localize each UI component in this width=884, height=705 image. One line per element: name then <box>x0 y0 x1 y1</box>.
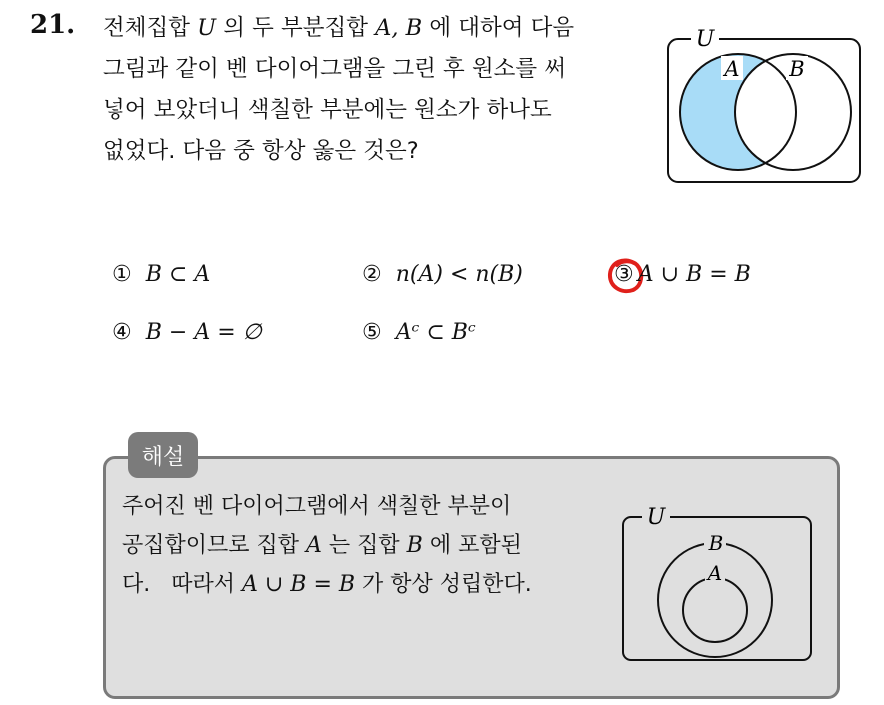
choice-expression: B − A = ∅ <box>145 320 262 345</box>
choice-number: ② <box>362 262 382 287</box>
choice-5[interactable] <box>362 320 476 345</box>
choice-expression: Aᶜ ⊂ Bᶜ <box>395 320 476 345</box>
math-symbol: U <box>197 15 217 41</box>
choice-expression: n(A) < n(B) <box>395 262 523 287</box>
math-expression: A ∪ B = B <box>241 572 356 597</box>
text-segment: 주어진 벤 다이어그램에서 색칠한 부분이 <box>122 494 512 519</box>
text-segment: 넣어 보았더니 색칠한 부분에는 원소가 하나도 <box>103 97 552 123</box>
inner-set-label: A <box>707 561 723 585</box>
math-symbol: A <box>306 533 322 558</box>
choice-2[interactable] <box>362 262 523 287</box>
universe-label: U <box>646 505 666 530</box>
solution-line <box>122 526 602 565</box>
choice-1[interactable] <box>112 262 210 287</box>
text-segment: 없었다. 다음 중 항상 옳은 것은? <box>103 138 419 164</box>
question-line <box>103 49 643 90</box>
solution-line <box>122 565 602 604</box>
text-segment: 다. 따라서 <box>122 572 242 597</box>
solution-tab: 해설 <box>128 432 198 478</box>
text-segment: 전체집합 <box>103 15 198 41</box>
choice-number: ⑤ <box>362 320 382 345</box>
question-text <box>103 8 643 172</box>
text-segment: 의 두 부분집합 <box>216 15 376 41</box>
text-segment: 그림과 같이 벤 다이어그램을 그린 후 원소를 써 <box>103 56 567 82</box>
text-segment: 에 포함된 <box>422 533 522 558</box>
choice-3[interactable] <box>614 262 751 287</box>
set-a-label: A <box>724 57 740 81</box>
choice-number: ④ <box>112 320 132 345</box>
venn-diagram-solution <box>620 500 815 665</box>
outer-set-label: B <box>708 531 724 555</box>
choice-number: ③ <box>614 262 634 287</box>
text-segment: 에 대하여 다음 <box>422 15 575 41</box>
question-number: 21. <box>30 10 76 40</box>
text-segment: 는 집합 <box>321 533 407 558</box>
choice-expression: B ⊂ A <box>145 262 211 287</box>
solution-text <box>122 487 602 604</box>
choice-expression: A ∪ B = B <box>637 262 751 287</box>
set-b-label: B <box>789 57 805 81</box>
choice-number: ① <box>112 262 132 287</box>
question-line <box>103 131 643 172</box>
math-symbol: B <box>406 533 423 558</box>
text-segment: 가 항상 성립한다. <box>355 572 532 597</box>
solution-line <box>122 487 602 526</box>
math-symbol: A, B <box>375 15 423 41</box>
text-segment: 공집합이므로 집합 <box>122 533 307 558</box>
universe-label: U <box>695 27 715 52</box>
set-a-circle <box>683 578 747 642</box>
choice-4[interactable] <box>112 320 262 345</box>
venn-diagram-question <box>665 22 865 187</box>
question-line <box>103 90 643 131</box>
question-line <box>103 8 643 49</box>
